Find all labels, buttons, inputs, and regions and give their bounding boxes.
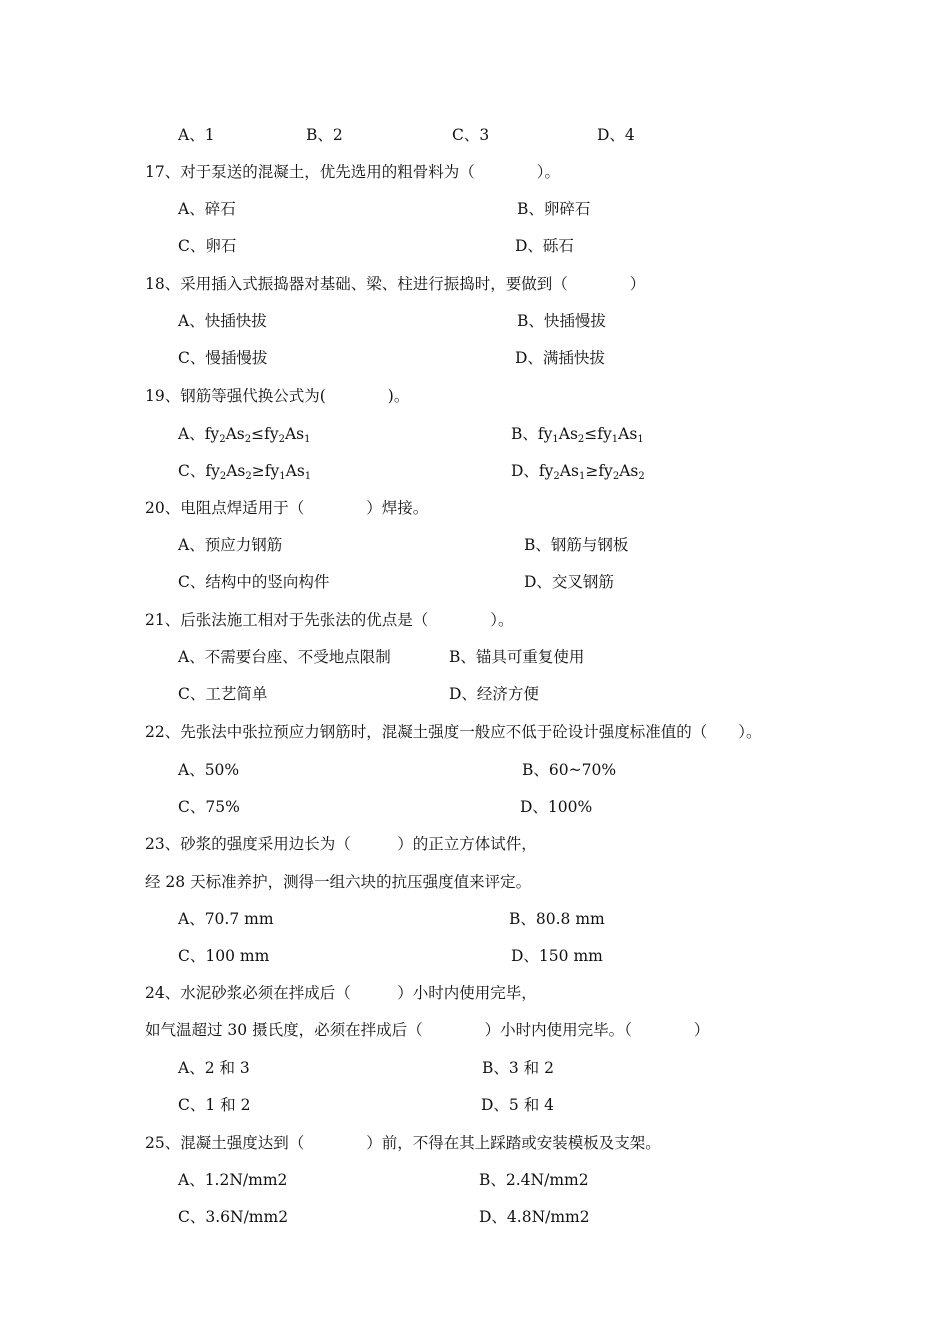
question-17: 17、对于泵送的混凝土，优先选用的粗骨料为（ ）。 (145, 163, 560, 181)
prev-option-a: A、1 (178, 126, 215, 144)
q19-option-d: D、$fy_2As_1\ge fy_2As_2$ (511, 462, 645, 482)
question-24-line-1: 24、水泥砂浆必须在拌成后（ ）小时内使用完毕， (145, 984, 537, 1002)
q17-option-b: B、卵碎石 (517, 200, 591, 218)
q18-option-c: C、慢插慢拔 (178, 349, 268, 367)
q23-option-d: D、150 mm (511, 947, 603, 965)
question-24-line-2: 如气温超过 30 摄氏度，必须在拌成后（ ）小时内使用完毕。（ ） (145, 1021, 710, 1039)
q24-option-d: D、5 和 4 (481, 1096, 555, 1114)
q22-option-c: C、75% (178, 798, 240, 816)
question-25: 25、混凝土强度达到（ ）前，不得在其上踩踏或安装模板及支架。 (145, 1134, 661, 1152)
q25-option-d: D、4.8N/mm2 (479, 1208, 590, 1226)
q18-option-d: D、满插快拔 (515, 349, 605, 367)
q25-option-c: C、3.6N/mm2 (178, 1208, 289, 1226)
prev-option-c: C、3 (452, 126, 490, 144)
q23-option-a: A、70.7 mm (178, 910, 274, 928)
q23-option-b: B、80.8 mm (509, 910, 605, 928)
q21-option-b: B、锚具可重复使用 (449, 648, 585, 666)
question-23-line-2: 经 28 天标准养护，测得一组六块的抗压强度值来评定。 (145, 873, 532, 891)
prev-option-d: D、4 (597, 126, 635, 144)
question-23-line-1: 23、砂浆的强度采用边长为（ ）的正立方体试件， (145, 835, 537, 853)
q17-option-c: C、卵石 (178, 237, 237, 255)
q24-option-b: B、3 和 2 (482, 1059, 554, 1077)
question-19: 19、钢筋等强代换公式为( )。 (145, 387, 410, 405)
q17-option-d: D、砾石 (515, 237, 574, 255)
q20-option-c: C、结构中的竖向构件 (178, 573, 330, 591)
question-21: 21、后张法施工相对于先张法的优点是（ ）。 (145, 611, 514, 629)
question-20: 20、电阻点焊适用于（ ）焊接。 (145, 499, 429, 517)
q25-option-a: A、1.2N/mm2 (178, 1171, 288, 1189)
q19-option-a: A、$fy_2As_2\le fy_2As_1$ (178, 425, 311, 445)
q20-option-a: A、预应力钢筋 (178, 536, 283, 554)
q21-option-d: D、经济方便 (449, 685, 539, 703)
prev-option-b: B、2 (306, 126, 343, 144)
q22-option-a: A、50% (178, 761, 240, 779)
q23-option-c: C、100 mm (178, 947, 270, 965)
q19-option-b: B、$fy_1As_2\le fy_1As_1$ (511, 425, 644, 445)
q25-option-b: B、2.4N/mm2 (479, 1171, 589, 1189)
question-18: 18、采用插入式振捣器对基础、梁、柱进行振捣时，要做到（ ） (145, 275, 646, 293)
q24-option-a: A、2 和 3 (178, 1059, 250, 1077)
q18-option-b: B、快插慢拔 (517, 312, 606, 330)
q20-option-b: B、钢筋与钢板 (524, 536, 629, 554)
q18-option-a: A、快插快拔 (178, 312, 267, 330)
q21-option-a: A、不需要台座、不受地点限制 (178, 648, 391, 666)
q22-option-d: D、100% (520, 798, 593, 816)
q22-option-b: B、60~70% (522, 761, 617, 779)
q19-option-c: C、$fy_2As_2\ge fy_1As_1$ (178, 462, 312, 482)
q17-option-a: A、碎石 (178, 200, 236, 218)
q24-option-c: C、1 和 2 (178, 1096, 251, 1114)
q20-option-d: D、交叉钢筋 (524, 573, 614, 591)
q21-option-c: C、工艺简单 (178, 685, 268, 703)
question-22: 22、先张法中张拉预应力钢筋时，混凝土强度一般应不低于砼设计强度标准值的（ ）。 (145, 723, 762, 741)
